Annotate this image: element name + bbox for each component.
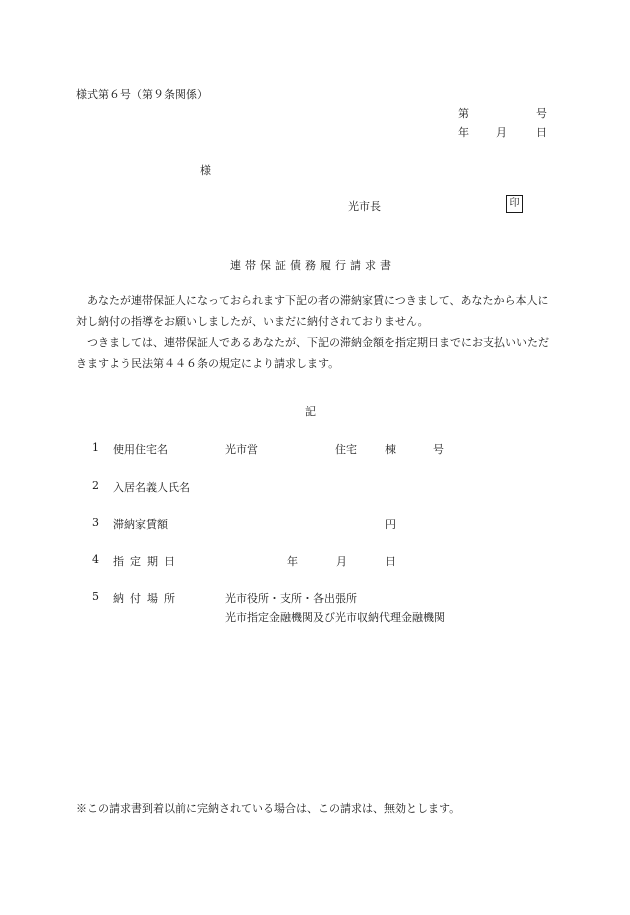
date-month: 月 bbox=[496, 126, 507, 139]
footer-note: ※この請求書到着以前に完納されている場合は、この請求は、無効とします。 bbox=[76, 802, 461, 815]
document-title: 連帯保証債務履行請求書 bbox=[230, 259, 395, 272]
item-4-month: 月 bbox=[336, 555, 347, 568]
item-3-number: 3 bbox=[92, 516, 99, 529]
item-4-year: 年 bbox=[287, 555, 298, 568]
item-1-number: 1 bbox=[92, 441, 99, 454]
body-paragraph-2: つきましては、連帯保証人であるあなたが、下記の滞納金額を指定期日までにお支払いいただきますよう民法第４４６条の規定により請求します。 bbox=[76, 336, 549, 370]
issuer: 光市長 bbox=[348, 200, 381, 213]
doc-number-prefix: 第 bbox=[458, 107, 469, 120]
item-1-value-housing: 住宅 bbox=[335, 443, 357, 456]
item-5-label: 納付場所 bbox=[113, 592, 181, 605]
body-paragraph-1: あなたが連帯保証人になっておられます下記の者の滞納家賃につきまして、あなたから本人に対し納付の指導をお願いしましたが、いまだに納付されておりません。 bbox=[76, 294, 549, 328]
item-4-label: 指定期日 bbox=[113, 555, 181, 568]
item-5-place-line-1: 光市役所・支所・各出張所 bbox=[225, 592, 357, 605]
item-2-label: 入居名義人氏名 bbox=[113, 481, 190, 494]
item-1-value-number: 号 bbox=[433, 443, 444, 456]
recipient-suffix: 様 bbox=[200, 164, 211, 177]
item-5-place-line-2: 光市指定金融機関及び光市収納代理金融機関 bbox=[225, 611, 445, 624]
item-5-number: 5 bbox=[92, 590, 99, 603]
item-3-label: 滞納家賃額 bbox=[113, 518, 168, 531]
ki-heading: 記 bbox=[305, 405, 316, 418]
date-year: 年 bbox=[458, 126, 469, 139]
item-1-value-building: 棟 bbox=[385, 443, 396, 456]
item-1-label: 使用住宅名 bbox=[113, 443, 168, 456]
date-day: 日 bbox=[536, 126, 547, 139]
item-4-number: 4 bbox=[92, 553, 99, 566]
item-2-number: 2 bbox=[92, 479, 99, 492]
form-number: 様式第６号（第９条関係） bbox=[76, 88, 208, 101]
item-1-value-city: 光市営 bbox=[225, 443, 258, 456]
seal-mark: 印 bbox=[506, 195, 523, 213]
item-4-day: 日 bbox=[385, 555, 396, 568]
body-text bbox=[76, 290, 551, 374]
doc-number-suffix: 号 bbox=[536, 107, 547, 120]
item-3-unit: 円 bbox=[385, 518, 396, 531]
